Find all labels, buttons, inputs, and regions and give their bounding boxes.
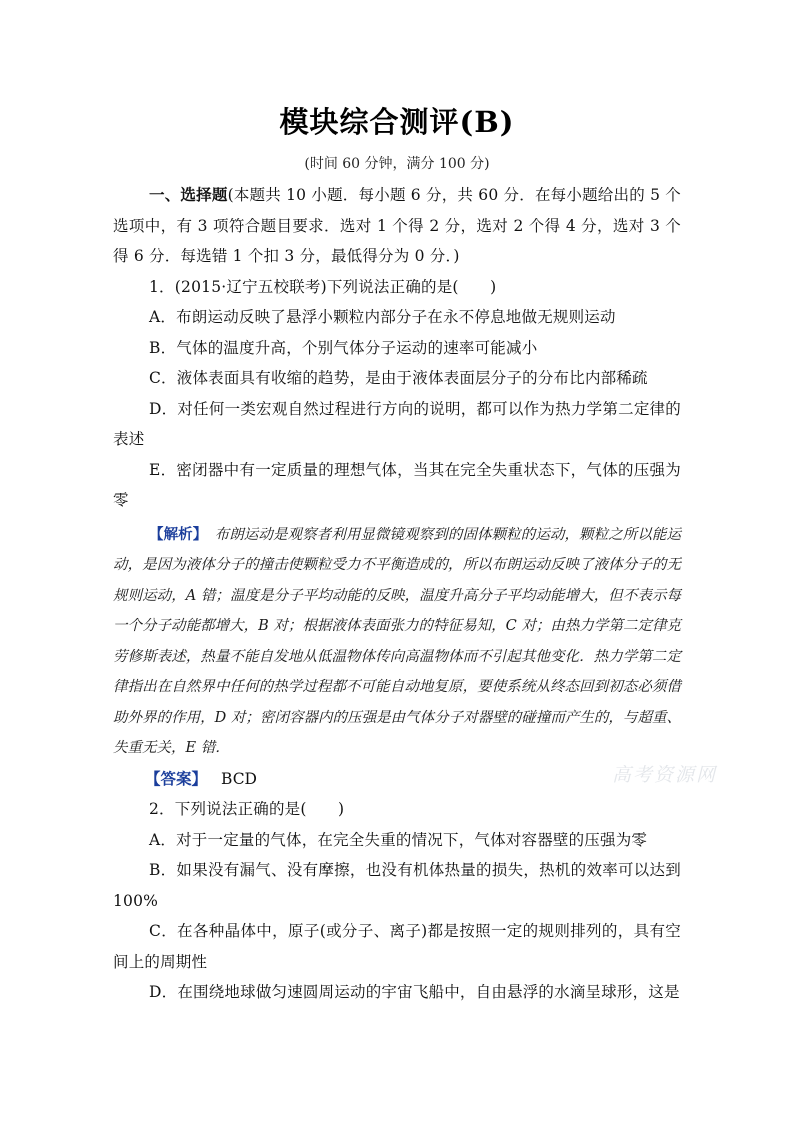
document-body (113, 180, 681, 1008)
section-instructions-text: (本题共 10 小题．每小题 6 分，共 60 分．在每小题给出的 5 个选项中，有 3 项符合题目要求．选对 1 个得 2 分，选对 2 个得 4 分，选对 3 个得 6 分．每选错 1 个扣 3 分，最低得分为 0 分．) (113, 186, 681, 265)
watermark: 高考资源网 (612, 764, 718, 786)
question-1-option-b: B．气体的温度升高，个别气体分子运动的速率可能减小 (149, 338, 538, 357)
question-1-analysis (113, 520, 681, 764)
question-1-option-e: E．密闭器中有一定质量的理想气体，当其在完全失重状态下，气体的压强为零 (113, 460, 681, 509)
question-1-answer (113, 764, 681, 795)
question-2-option-a: A．对于一定量的气体，在完全失重的情况下，气体对容器壁的压强为零 (149, 830, 648, 849)
answer-tag: 【答案】 (145, 768, 208, 788)
page-subtitle: (时间 60 分钟，满分 100 分) (304, 156, 490, 172)
section-instructions (113, 180, 681, 272)
question-1-option-c: C．液体表面具有收缩的趋势，是由于液体表面层分子的分布比内部稀疏 (149, 369, 648, 387)
question-1-stem: 1．(2015·辽宁五校联考)下列说法正确的是( ) (149, 277, 497, 296)
analysis-text: 布朗运动是观察者利用显微镜观察到的固体颗粒的运动，颗粒之所以能运动，是因为液体分子的撞击使颗粒受力不平衡造成的，所以布朗运动反映了液体分子的无规则运动，A 错；温度是分子平均动能的反映，温度升高分子平均动能增大，但不表示每一个分子动能都增大，B 对；根据液体表面张力的特征易知，C 对；由热力学第二定律克劳修斯表述，热量不能自发地从低温物体传向高温物体而不引起其他变化．热力学第二定律指出在自然界中任何的热学过程都不可能自动地复原，要使系统从终态回到初态必须借助外界的作用，D 对；密闭容器内的压强是由气体分子对器壁的碰撞而产生的，与超重、失重无关，E 错． (113, 526, 682, 756)
question-1-option-a: A．布朗运动反映了悬浮小颗粒内部分子在永不停息地做无规则运动 (149, 308, 616, 326)
page-title: 模块综合测评(B) (279, 105, 515, 139)
question-2-option-d: D．在围绕地球做匀速圆周运动的宇宙飞船中，自由悬浮的水滴呈球形，这是 (149, 983, 680, 1001)
question-2-option-b: B．如果没有漏气、没有摩擦，也没有机体热量的损失，热机的效率可以达到 100% (113, 861, 681, 910)
question-2-option-c: C．在各种晶体中，原子(或分子、离子)都是按照一定的规则排列的，具有空间上的周期性 (113, 922, 681, 971)
question-2-stem: 2．下列说法正确的是( ) (149, 800, 345, 818)
section-heading: 一、选择题 (149, 185, 228, 204)
analysis-tag: 【解析】 (149, 525, 201, 543)
answer-value: BCD (221, 769, 257, 788)
question-1-option-d: D．对任何一类宏观自然过程进行方向的说明，都可以作为热力学第二定律的表述 (113, 399, 681, 448)
